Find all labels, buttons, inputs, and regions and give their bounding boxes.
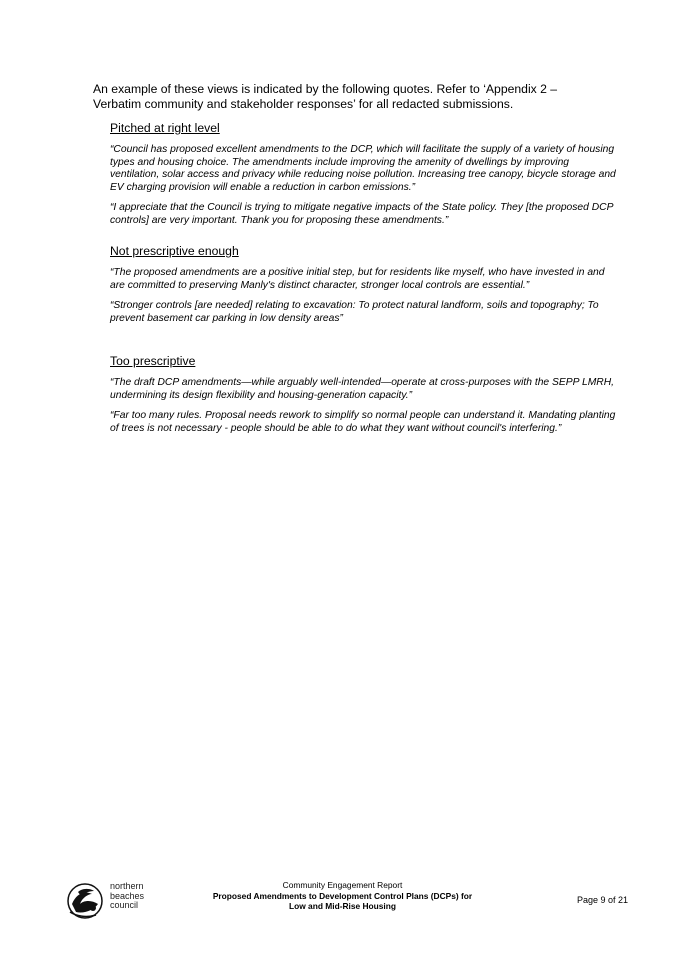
quote: “I appreciate that the Council is trying to mitigate negative impacts of the State policy. They [the proposed DCP controls] are very important. Thank you for proposing these amendments.” <box>110 202 614 226</box>
quote: “Council has proposed excellent amendments to the DCP, which will facilitate the supply of a variety of housing types and housing choice. The amendments include improving the amenity of dwellings by improving ventilation, solar access and privacy while reducing noise pollution. Increasing tree canopy, bicycle storage and EV charging provision will enable a reduction in carbon emissions.” <box>110 144 616 193</box>
quote: “The draft DCP amendments—while arguably well-intended—operate at cross-purposes with the SEPP LMRH, undermining its design flexibility and housing-generation capacity.” <box>110 377 615 401</box>
section-heading: Too prescriptive <box>110 354 196 368</box>
quote: “Stronger controls [are needed] relating to excavation: To protect natural landform, soils and topography; To prevent basement car parking in low density areas” <box>110 300 599 324</box>
page-number: Page 9 of 21 <box>577 895 629 905</box>
logo-text-line: beaches <box>110 890 145 901</box>
logo-text-line: council <box>110 900 139 910</box>
report-title: Community Engagement Report <box>282 880 403 890</box>
report-subtitle: Low and Mid-Rise Housing <box>288 901 396 911</box>
section-heading: Not prescriptive enough <box>110 244 239 258</box>
council-logo-text <box>110 882 144 911</box>
page-footer <box>0 872 675 922</box>
quote: “Far too many rules. Proposal needs rework to simplify so normal people can understand it. Mandating planting of trees is not necessary - people should be able to do what they want without council's interfering.” <box>110 410 616 434</box>
report-title-block <box>190 880 495 912</box>
quote: “The proposed amendments are a positive initial step, but for residents like myself, who have invested in and are committed to preserving Manly's distinct character, stronger local controls are essential.” <box>110 267 605 291</box>
section-pitched-at-right-level <box>110 121 620 236</box>
council-logo-icon <box>66 882 106 920</box>
section-heading: Pitched at right level <box>110 121 220 135</box>
section-too-prescriptive <box>110 354 620 443</box>
intro-paragraph: An example of these views is indicated by the following quotes. Refer to ‘Appendix 2 – Verbatim community and stakeholder responses’ for all redacted submissions. <box>93 82 558 111</box>
section-not-prescriptive-enough <box>110 244 620 333</box>
report-subtitle: Proposed Amendments to Development Control Plans (DCPs) for <box>212 890 473 901</box>
logo-text-line: northern <box>110 881 144 891</box>
